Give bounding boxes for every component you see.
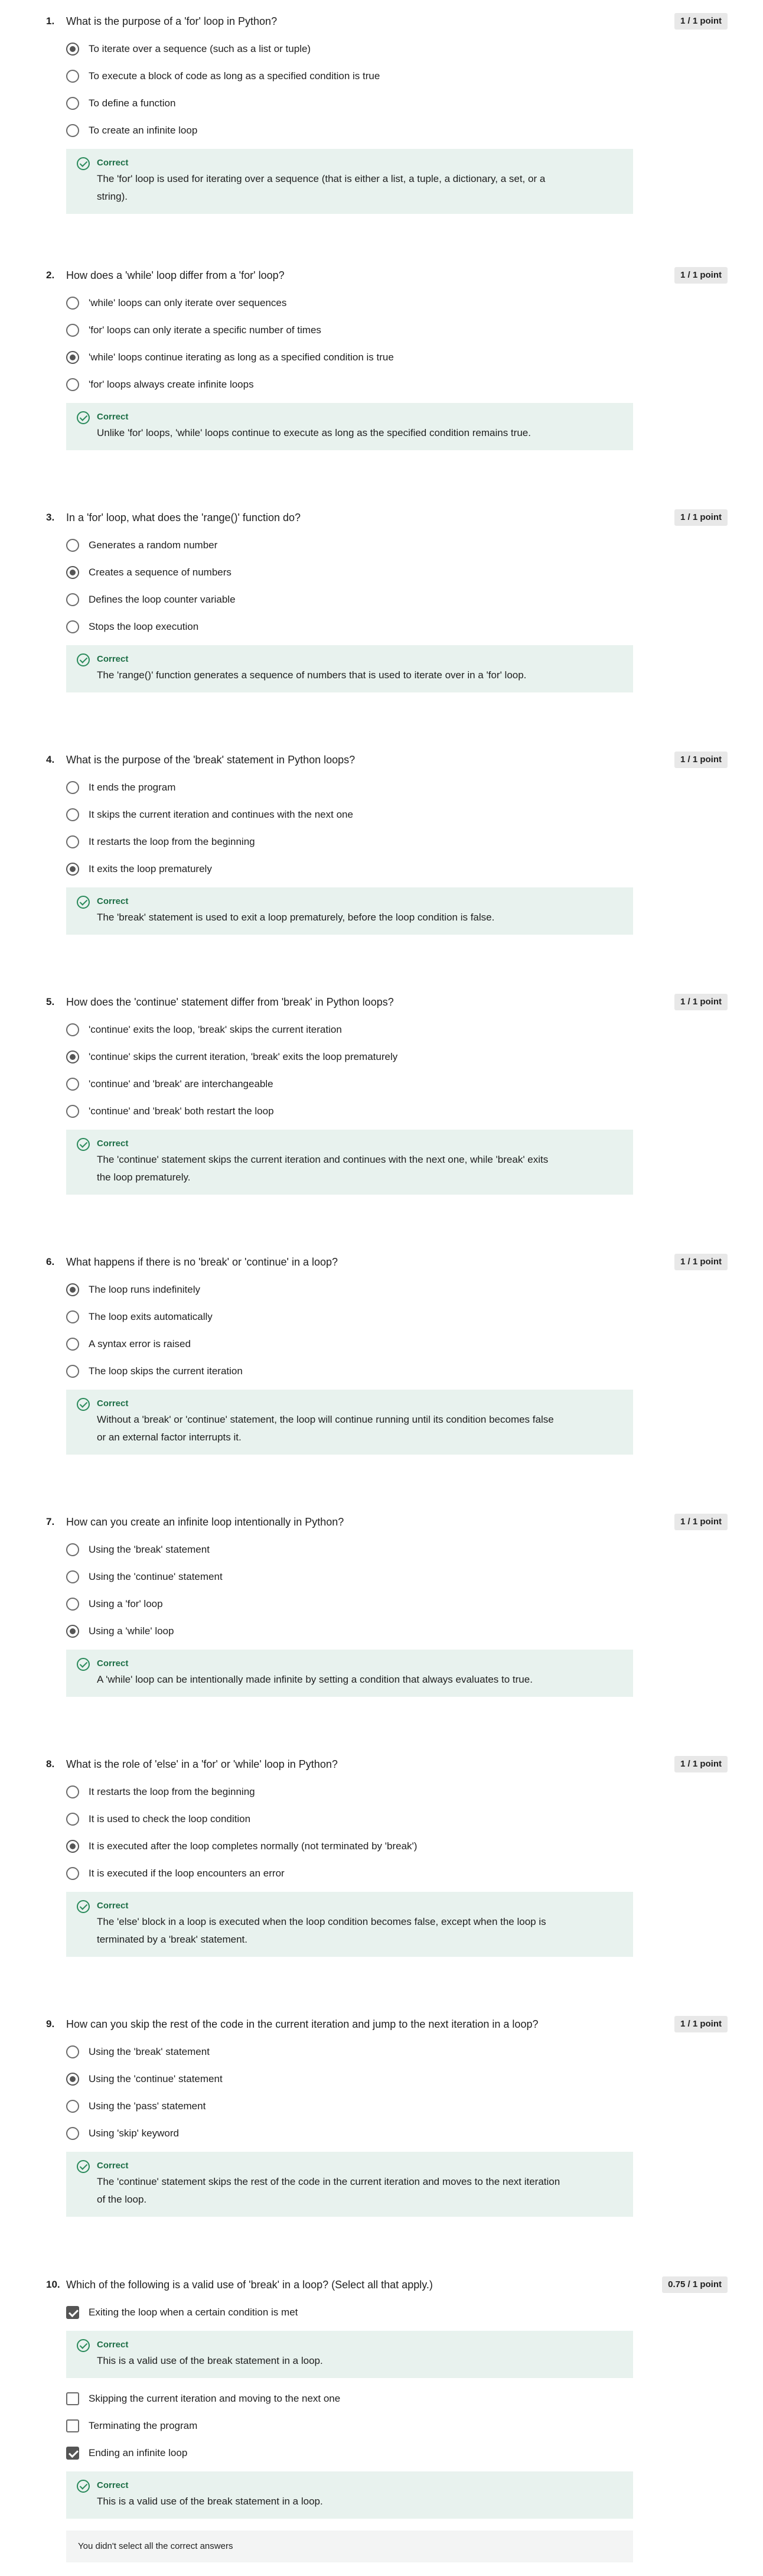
answer-option[interactable] — [66, 1595, 633, 1613]
feedback-correct — [66, 887, 633, 935]
radio-button[interactable] — [66, 378, 79, 391]
check-circle-icon — [77, 1398, 90, 1411]
option-label: 'for' loops always create infinite loops — [89, 379, 254, 390]
answer-option[interactable] — [66, 1048, 633, 1066]
points-badge: 1 / 1 point — [674, 1254, 728, 1270]
feedback-title: Correct — [97, 1901, 129, 1911]
options-list — [66, 2043, 633, 2229]
answer-option[interactable] — [66, 294, 633, 312]
option-label: It restarts the loop from the beginning — [89, 1786, 255, 1797]
answer-option[interactable] — [66, 1308, 633, 1326]
option-label: The loop skips the current iteration — [89, 1365, 243, 1377]
radio-button[interactable] — [66, 808, 79, 821]
radio-button[interactable] — [66, 593, 79, 606]
radio-button[interactable] — [66, 781, 79, 794]
question-5 — [0, 994, 763, 1183]
answer-option[interactable] — [66, 2417, 633, 2435]
radio-button[interactable] — [66, 1078, 79, 1091]
feedback-title: Correct — [97, 1398, 129, 1409]
checkbox-checked[interactable] — [66, 2447, 79, 2460]
answer-option[interactable] — [66, 1783, 633, 1801]
option-label: 'for' loops can only iterate a specific number of times — [89, 324, 321, 336]
radio-selected[interactable] — [66, 1625, 79, 1638]
check-circle-icon — [77, 653, 90, 666]
feedback-text: The 'continue' statement skips the current iteration and continues with the next one, while 'break' exits — [97, 1154, 549, 1165]
answer-option[interactable] — [66, 806, 633, 824]
question-number: 9. — [46, 2018, 55, 2029]
feedback-text: Unlike 'for' loops, 'while' loops continue to execute as long as the specified condition remains true. — [97, 427, 531, 438]
feedback-title: Correct — [97, 2480, 129, 2490]
radio-button[interactable] — [66, 2127, 79, 2140]
question-4 — [0, 752, 763, 923]
radio-button[interactable] — [66, 620, 79, 633]
question-header — [0, 2276, 763, 2293]
answer-option[interactable] — [66, 1622, 633, 1640]
feedback-correct — [66, 403, 633, 450]
feedback-correct — [66, 1130, 633, 1195]
check-circle-icon — [77, 411, 90, 424]
feedback-title: Correct — [97, 2161, 129, 2171]
option-label: It ends the program — [89, 782, 176, 793]
checkbox-checked[interactable] — [66, 2306, 79, 2319]
question-1 — [0, 13, 763, 202]
points-badge: 1 / 1 point — [674, 2016, 728, 2032]
check-circle-icon — [77, 1658, 90, 1671]
option-label: Using the 'continue' statement — [89, 2073, 223, 2084]
answer-option[interactable] — [66, 1541, 633, 1559]
option-label: It is executed after the loop completes normally (not terminated by 'break') — [89, 1840, 418, 1852]
option-label: A syntax error is raised — [89, 1338, 191, 1349]
feedback-correct — [66, 2331, 633, 2378]
answer-option[interactable] — [66, 1865, 633, 1882]
radio-button[interactable] — [66, 324, 79, 337]
radio-button[interactable] — [66, 1105, 79, 1118]
option-label: 'continue' and 'break' are interchangeable — [89, 1078, 273, 1089]
answer-option[interactable] — [66, 95, 633, 112]
option-label: It is executed if the loop encounters an error — [89, 1868, 285, 1879]
answer-option[interactable] — [66, 321, 633, 339]
radio-selected[interactable] — [66, 1283, 79, 1296]
radio-selected[interactable] — [66, 1840, 79, 1853]
answer-option[interactable] — [66, 376, 633, 393]
feedback-text: This is a valid use of the break statement in a loop. — [97, 2355, 323, 2366]
answer-option[interactable] — [66, 2043, 633, 2061]
option-label: Generates a random number — [89, 539, 218, 551]
check-circle-icon — [77, 2160, 90, 2173]
points-badge: 1 / 1 point — [674, 509, 728, 526]
option-label: To create an infinite loop — [89, 125, 198, 136]
options-list — [66, 1541, 633, 1709]
points-badge: 1 / 1 point — [674, 994, 728, 1010]
options-list — [66, 536, 633, 704]
question-7 — [0, 1514, 763, 1685]
points-badge: 1 / 1 point — [674, 1514, 728, 1530]
question-text: How does a 'while' loop differ from a 'for' loop? — [66, 269, 285, 281]
question-8 — [0, 1756, 763, 1945]
options-list — [66, 40, 633, 226]
option-label: Skipping the current iteration and moving to the next one — [89, 2393, 341, 2404]
answer-option[interactable] — [66, 67, 633, 85]
feedback-text: Without a 'break' or 'continue' statement, the loop will continue running until its condition becomes false — [97, 1414, 554, 1425]
feedback-text: The 'break' statement is used to exit a loop prematurely, before the loop condition is false. — [97, 912, 495, 923]
radio-button[interactable] — [66, 835, 79, 848]
radio-button[interactable] — [66, 2045, 79, 2058]
option-label: Creates a sequence of numbers — [89, 567, 231, 578]
feedback-correct — [66, 1892, 633, 1957]
question-header — [0, 752, 763, 768]
feedback-text: of the loop. — [97, 2194, 147, 2205]
check-circle-icon — [77, 896, 90, 909]
radio-selected[interactable] — [66, 351, 79, 364]
options-list — [66, 1783, 633, 1969]
answer-option[interactable] — [66, 1362, 633, 1380]
option-label: 'continue' and 'break' both restart the loop — [89, 1105, 274, 1117]
answer-option[interactable] — [66, 2444, 633, 2462]
answer-option[interactable] — [66, 779, 633, 796]
option-label: Terminating the program — [89, 2420, 198, 2431]
feedback-correct — [66, 2152, 633, 2217]
feedback-title: Correct — [97, 158, 129, 168]
options-list — [66, 779, 633, 947]
option-label: Using a 'while' loop — [89, 1625, 174, 1637]
question-9 — [0, 2016, 763, 2205]
question-header — [0, 1254, 763, 1270]
checkbox[interactable] — [66, 2419, 79, 2432]
question-2 — [0, 267, 763, 438]
answer-option[interactable] — [66, 564, 633, 581]
radio-button[interactable] — [66, 70, 79, 83]
option-label: 'continue' exits the loop, 'break' skips the current iteration — [89, 1024, 342, 1035]
question-number: 1. — [46, 15, 55, 27]
radio-button[interactable] — [66, 1598, 79, 1611]
option-label: Using a 'for' loop — [89, 1598, 163, 1609]
feedback-correct — [66, 1650, 633, 1697]
question-header — [0, 994, 763, 1010]
points-badge: 1 / 1 point — [674, 752, 728, 768]
option-label: Using the 'break' statement — [89, 1544, 210, 1555]
radio-selected[interactable] — [66, 1050, 79, 1063]
question-10 — [0, 2276, 763, 2551]
option-label: 'while' loops can only iterate over sequences — [89, 297, 287, 308]
question-number: 10. — [46, 2279, 60, 2290]
points-badge: 0.75 / 1 point — [662, 2276, 728, 2293]
question-header — [0, 1514, 763, 1530]
feedback-title: Correct — [97, 1139, 129, 1149]
check-circle-icon — [77, 2339, 90, 2352]
option-label: The loop runs indefinitely — [89, 1284, 201, 1295]
option-label: The loop exits automatically — [89, 1311, 213, 1322]
feedback-title: Correct — [97, 1658, 129, 1668]
answer-option[interactable] — [66, 2390, 633, 2408]
feedback-correct — [66, 645, 633, 692]
feedback-text: The 'range()' function generates a sequence of numbers that is used to iterate over in a 'for' loop. — [97, 669, 527, 681]
question-header — [0, 267, 763, 284]
question-3 — [0, 509, 763, 681]
question-text: How can you create an infinite loop intentionally in Python? — [66, 1516, 344, 1528]
answer-option[interactable] — [66, 349, 633, 366]
feedback-text: the loop prematurely. — [97, 1172, 191, 1183]
feedback-correct — [66, 1390, 633, 1455]
radio-selected[interactable] — [66, 2073, 79, 2086]
radio-button[interactable] — [66, 1023, 79, 1036]
radio-button[interactable] — [66, 124, 79, 137]
answer-option[interactable] — [66, 40, 633, 58]
feedback-text: This is a valid use of the break statement in a loop. — [97, 2496, 323, 2507]
answer-option[interactable] — [66, 2097, 633, 2115]
question-text: What is the role of 'else' in a 'for' or 'while' loop in Python? — [66, 1758, 338, 1770]
answer-option[interactable] — [66, 1335, 633, 1353]
options-list — [66, 2304, 633, 2562]
check-circle-icon — [77, 2480, 90, 2493]
radio-button[interactable] — [66, 2100, 79, 2113]
feedback-title: Correct — [97, 896, 129, 906]
answer-option[interactable] — [66, 1075, 633, 1093]
option-label: Using the 'continue' statement — [89, 1571, 223, 1582]
radio-button[interactable] — [66, 1813, 79, 1826]
feedback-text: The 'for' loop is used for iterating over a sequence (that is either a list, a tuple, a dictionary, a set, or a — [97, 173, 546, 184]
points-badge: 1 / 1 point — [674, 267, 728, 284]
answer-option[interactable] — [66, 536, 633, 554]
feedback-text: The 'continue' statement skips the rest of the code in the current iteration and moves to the next iteration — [97, 2176, 560, 2187]
question-number: 6. — [46, 1256, 55, 1267]
option-label: It exits the loop prematurely — [89, 863, 212, 874]
feedback-text: string). — [97, 191, 128, 202]
feedback-title: Correct — [97, 412, 129, 422]
feedback-correct — [66, 149, 633, 214]
answer-option[interactable] — [66, 1837, 633, 1855]
option-label: It restarts the loop from the beginning — [89, 836, 255, 847]
question-text: How does the 'continue' statement differ from 'break' in Python loops? — [66, 996, 394, 1008]
question-number: 4. — [46, 754, 55, 765]
option-label: Using the 'pass' statement — [89, 2100, 206, 2112]
partial-credit-note: You didn't select all the correct answers — [66, 2531, 633, 2562]
radio-selected[interactable] — [66, 863, 79, 876]
option-label: Stops the loop execution — [89, 621, 199, 632]
radio-button[interactable] — [66, 1338, 79, 1351]
answer-option[interactable] — [66, 2070, 633, 2088]
question-header — [0, 509, 763, 526]
question-number: 5. — [46, 996, 55, 1007]
answer-option[interactable] — [66, 833, 633, 851]
radio-button[interactable] — [66, 97, 79, 110]
question-header — [0, 1756, 763, 1772]
question-header — [0, 2016, 763, 2032]
answer-option[interactable] — [66, 1810, 633, 1828]
answer-option[interactable] — [66, 2125, 633, 2142]
question-number: 3. — [46, 512, 55, 523]
question-text: What happens if there is no 'break' or 'continue' in a loop? — [66, 1256, 338, 1268]
answer-option[interactable] — [66, 1281, 633, 1299]
question-text: What is the purpose of a 'for' loop in Python? — [66, 15, 278, 27]
answer-option[interactable] — [66, 122, 633, 139]
answer-option[interactable] — [66, 1102, 633, 1120]
option-label: Using the 'break' statement — [89, 2046, 210, 2057]
question-text: What is the purpose of the 'break' statement in Python loops? — [66, 754, 356, 766]
feedback-text: or an external factor interrupts it. — [97, 1432, 242, 1443]
radio-button[interactable] — [66, 1570, 79, 1583]
check-circle-icon — [77, 157, 90, 170]
radio-selected[interactable] — [66, 566, 79, 579]
answer-option[interactable] — [66, 860, 633, 878]
option-label: Using 'skip' keyword — [89, 2128, 179, 2139]
feedback-correct — [66, 2471, 633, 2519]
question-text: Which of the following is a valid use of 'break' in a loop? (Select all that apply.) — [66, 2279, 433, 2291]
question-text: In a 'for' loop, what does the 'range()' function do? — [66, 512, 301, 523]
question-text: How can you skip the rest of the code in the current iteration and jump to the next iteration in a loop? — [66, 2018, 539, 2030]
feedback-text: terminated by a 'break' statement. — [97, 1934, 248, 1945]
question-6 — [0, 1254, 763, 1443]
option-label: Defines the loop counter variable — [89, 594, 236, 605]
option-label: To define a function — [89, 97, 176, 109]
question-header — [0, 13, 763, 30]
check-circle-icon — [77, 1138, 90, 1151]
question-number: 2. — [46, 269, 55, 281]
points-badge: 1 / 1 point — [674, 1756, 728, 1772]
option-label: 'while' loops continue iterating as long as a specified condition is true — [89, 352, 394, 363]
radio-button[interactable] — [66, 1867, 79, 1880]
points-badge: 1 / 1 point — [674, 13, 728, 30]
check-circle-icon — [77, 1900, 90, 1913]
answer-option[interactable] — [66, 1568, 633, 1586]
radio-selected[interactable] — [66, 43, 79, 56]
feedback-title: Correct — [97, 654, 129, 664]
feedback-text: The 'else' block in a loop is executed when the loop condition becomes false, except when the loop is — [97, 1916, 546, 1927]
option-label: Exiting the loop when a certain condition is met — [89, 2307, 298, 2318]
radio-button[interactable] — [66, 539, 79, 552]
options-list — [66, 294, 633, 462]
radio-button[interactable] — [66, 1543, 79, 1556]
feedback-text: A 'while' loop can be intentionally made infinite by setting a condition that always evaluates to true. — [97, 1674, 533, 1685]
question-number: 7. — [46, 1516, 55, 1527]
option-label: 'continue' skips the current iteration, 'break' exits the loop prematurely — [89, 1051, 398, 1062]
answer-option[interactable] — [66, 591, 633, 609]
options-list — [66, 1281, 633, 1466]
radio-button[interactable] — [66, 1785, 79, 1798]
option-label: Ending an infinite loop — [89, 2447, 188, 2458]
answer-option[interactable] — [66, 1021, 633, 1039]
radio-button[interactable] — [66, 1310, 79, 1323]
option-label: It skips the current iteration and continues with the next one — [89, 809, 353, 820]
question-number: 8. — [46, 1758, 55, 1770]
radio-button[interactable] — [66, 297, 79, 310]
feedback-title: Correct — [97, 2340, 129, 2350]
options-list — [66, 1021, 633, 1206]
checkbox[interactable] — [66, 2392, 79, 2405]
radio-button[interactable] — [66, 1365, 79, 1378]
option-label: It is used to check the loop condition — [89, 1813, 251, 1824]
answer-option[interactable] — [66, 618, 633, 636]
answer-option[interactable] — [66, 2304, 633, 2321]
option-label: To iterate over a sequence (such as a list or tuple) — [89, 43, 311, 54]
option-label: To execute a block of code as long as a specified condition is true — [89, 70, 380, 82]
